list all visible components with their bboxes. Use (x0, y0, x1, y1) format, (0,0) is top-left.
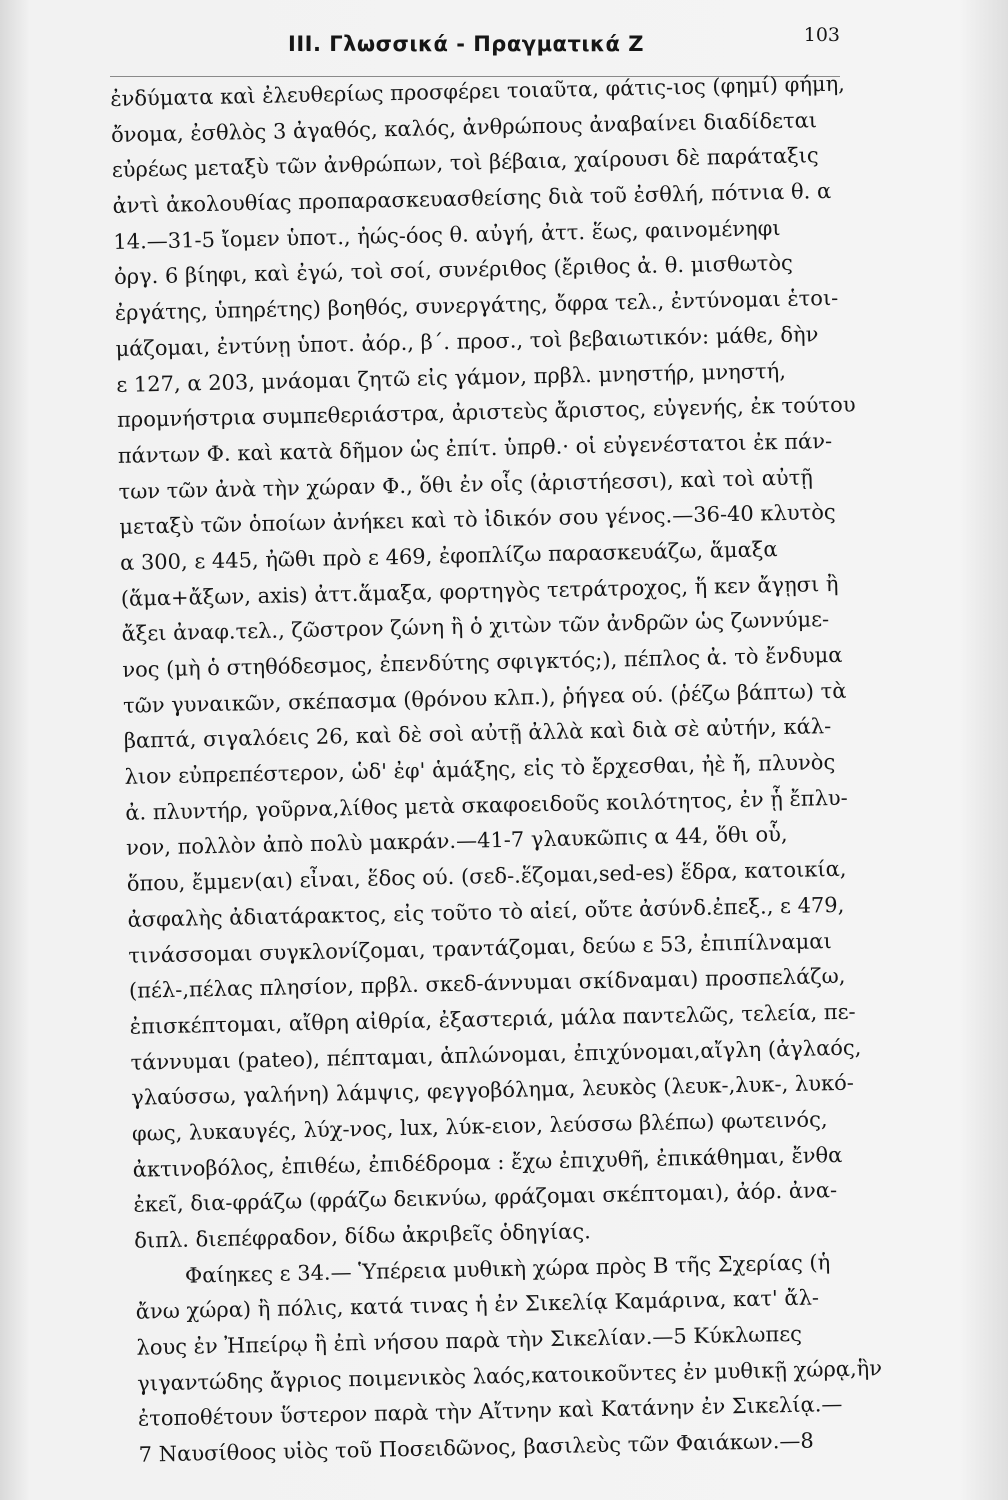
commentary-text (110, 67, 883, 1474)
text-line: πάντων Φ. καὶ κατὰ δῆμον ὡς ἐπίτ. ὑπρθ.· οἱ εὐγενέστατοι ἐκ πάν- (117, 428, 833, 468)
page-header (110, 22, 840, 72)
paragraph-first-line: Φαίηκες ε 34.— Ὑπέρεια μυθικὴ χώρα πρὸς Β τῆς Σχερίας (ἡ (184, 1249, 831, 1288)
text-line: γλαύσσω, γαλήνη) λάμψις, φεγγοβόλημα, λευκὸς (λευκ-,λυκ-, λυκό- (131, 1070, 855, 1111)
text-line: ἄνω χώρα) ἢ πόλις, κατά τινας ἡ ἐν Σικελίᾳ Καμάρινα, κατ' ἄλ- (135, 1285, 820, 1325)
running-head: III. Γλωσσικά - Πραγματικά Ζ (288, 32, 644, 56)
text-line: ἐπισκέπτομαι, αἴθρη αἰθρία, ἐξαστεριά, μάλα παντελῶς, τελεία, πε- (129, 999, 856, 1039)
text-line: τάννυμαι (pateo), πέπταμαι, ἁπλώνομαι, ἐπιχύνομαι,αἴγλη (ἀγλαός, (130, 1035, 862, 1075)
text-line: τινάσσομαι συγκλονίζομαι, τραντάζομαι, δεύω ε 53, ἐπιπίλναμαι (128, 928, 832, 968)
text-line: λιον εὐπρεπέστερον, ὡδ' ἐφ' ἁμάξης, εἰς τὸ ἔρχεσθαι, ἠὲ ἤ, πλυνὸς (124, 750, 836, 789)
text-line: εὐρέως μεταξὺ τῶν ἀνθρώπων, τοὶ βέβαια, χαίρουσι δὲ παράταξις (111, 143, 819, 183)
text-line: λους ἐν Ἠπείρῳ ἢ ἐπὶ νήσου παρὰ τὴν Σικελίαν.—5 Κύκλωπες (136, 1321, 803, 1360)
text-line: (ἅμα+ἄξων, axis) ἀττ.ἅμαξα, φορτηγὸς τετράτροχος, ἥ κεν ἄγῃσι ἢ (120, 571, 839, 611)
text-line: μάζομαι, ἐντύνῃ ὑποτ. ἀόρ., β΄. προσ., τοὶ βεβαιωτικόν: μάθε, δὴν (115, 322, 819, 361)
text-line: α 300, ε 445, ἠῶθι πρὸ ε 469, ἐφοπλίζω παρασκευάζω, ἅμαξα (119, 537, 778, 575)
text-line: ἀντὶ ἀκολουθίας προπαρασκευασθείσης διὰ τοῦ ἐσθλή, πότνια θ. α (112, 178, 832, 219)
text-line: νον, πολλὸν ἀπὸ πολὺ μακράν.—41-7 γλαυκῶπις α 44, ὅθι οὗ, (125, 822, 788, 861)
text-line: ἀ. πλυντήρ, γοῦρνα,λίθος μετὰ σκαφοειδοῦς κοιλότητος, ἐν ᾗ ἔπλυ- (125, 785, 848, 825)
text-line: ἄξει ἀναφ.τελ., ζῶστρον ζώνη ἢ ὁ χιτὼν τῶν ἀνδρῶν ὡς ζωννύμε- (121, 607, 830, 647)
text-line: διπλ. διεπέφραδον, δίδω ἀκριβεῖς ὁδηγίας. (134, 1219, 592, 1253)
text-line: ἐργάτης, ὑπηρέτης) βοηθός, συνεργάτης, ὄφρα τελ., ἐντύνομαι ἑτοι- (114, 285, 839, 326)
text-line: νος (μὴ ὁ στηθόδεσμος, ἐπενδύτης σφιγκτός;), πέπλος ἀ. τὸ ἔνδυμα (122, 642, 843, 682)
text-line: ἀσφαλὴς ἀδιατάρακτος, εἰς τοῦτο τὸ αἰεί, οὔτε ἀσύνδ.ἐπεξ., ε 479, (127, 892, 845, 932)
text-line: τῶν γυναικῶν, σκέπασμα (θρόνου κλπ.), ῥήγεα ού. (ῥέζω βάπτω) τὰ (122, 678, 847, 718)
text-line: 7 Ναυσίθοος υἱὸς τοῦ Ποσειδῶνος, βασιλεὺς τῶν Φαιάκων.—8 (138, 1428, 814, 1467)
page-number: 103 (803, 24, 840, 46)
text-line: ἐνδύματα καὶ ἐλευθερίως προσφέρει τοιαῦτα, φάτις-ιος (φημί) φήμη, (110, 71, 846, 111)
text-line: βαπτά, σιγαλόεις 26, καὶ δὲ σοὶ αὐτῇ ἀλλὰ καὶ διὰ σὲ αὐτήν, κάλ- (123, 714, 832, 754)
text-line: φως, λυκαυγές, λύχ-νος, lux, λύκ-ειον, λεύσσω βλέπω) φωτεινός, (131, 1107, 828, 1146)
text-line: γιγαντώδης ἄγριος ποιμενικὸς λαός,κατοικοῦντες ἐν μυθικῇ χώρᾳ,ἣν (137, 1355, 883, 1396)
text-line: μεταξὺ τῶν ὁποίων ἀνήκει καὶ τὸ ἰδικόν σου γένος.—36-40 κλυτὸς (119, 500, 836, 540)
text-line: ὅπου, ἔμμεν(αι) εἶναι, ἕδος ού. (σεδ-.ἕζομαι,sed-es) ἕδρα, κατοικία, (126, 856, 847, 896)
text-line: ε 127, α 203, μνάομαι ζητῶ εἰς γάμον, πρβλ. μνηστήρ, μνηστή, (116, 358, 787, 397)
text-line: προμνήστρια συμπεθεριάστρα, ἀριστεὺς ἄριστος, εὐγενής, ἐκ τούτου (116, 392, 856, 433)
text-line: ἐκεῖ, δια-φράζω (φράζω δεικνύω, φράζομαι σκέπτομαι), ἀόρ. ἀνα- (133, 1178, 838, 1218)
text-line: ἀκτινοβόλος, ἐπιθέω, ἐπιδέδρομα : ἔχω ἐπιχυθῆ, ἐπικάθημαι, ἔνθα (132, 1142, 843, 1182)
text-line: ἐτοποθέτουν ὕστερον παρὰ τὴν Αἴτνην καὶ Κατάνην ἐν Σικελίᾳ.— (137, 1392, 843, 1432)
text-line: των τῶν ἀνὰ τὴν χώραν Φ., ὅθι ἐν οἷς (ἀριστήεσσι), καὶ τοὶ αὐτῇ (118, 464, 814, 504)
text-line: ὀργ. 6 βίηφι, καὶ ἐγώ, τοὶ σοί, συνέριθος (ἔριθος ἀ. θ. μισθωτὸς (113, 251, 793, 290)
text-line: (πέλ-,πέλας πλησίον, πρβλ. σκεδ-άννυμαι σκίδναμαι) προσπελάζω, (128, 963, 846, 1003)
text-line: ὄνομα, ἐσθλὸς 3 ἀγαθός, καλός, ἀνθρώπους ἀναβαίνει διαδίδεται (110, 107, 818, 147)
text-line: 14.—31-5 ἴομεν ὑποτ., ἠώς-όος θ. αὐγή, ἀττ. ἕως, φαινομένηφι (113, 215, 781, 254)
